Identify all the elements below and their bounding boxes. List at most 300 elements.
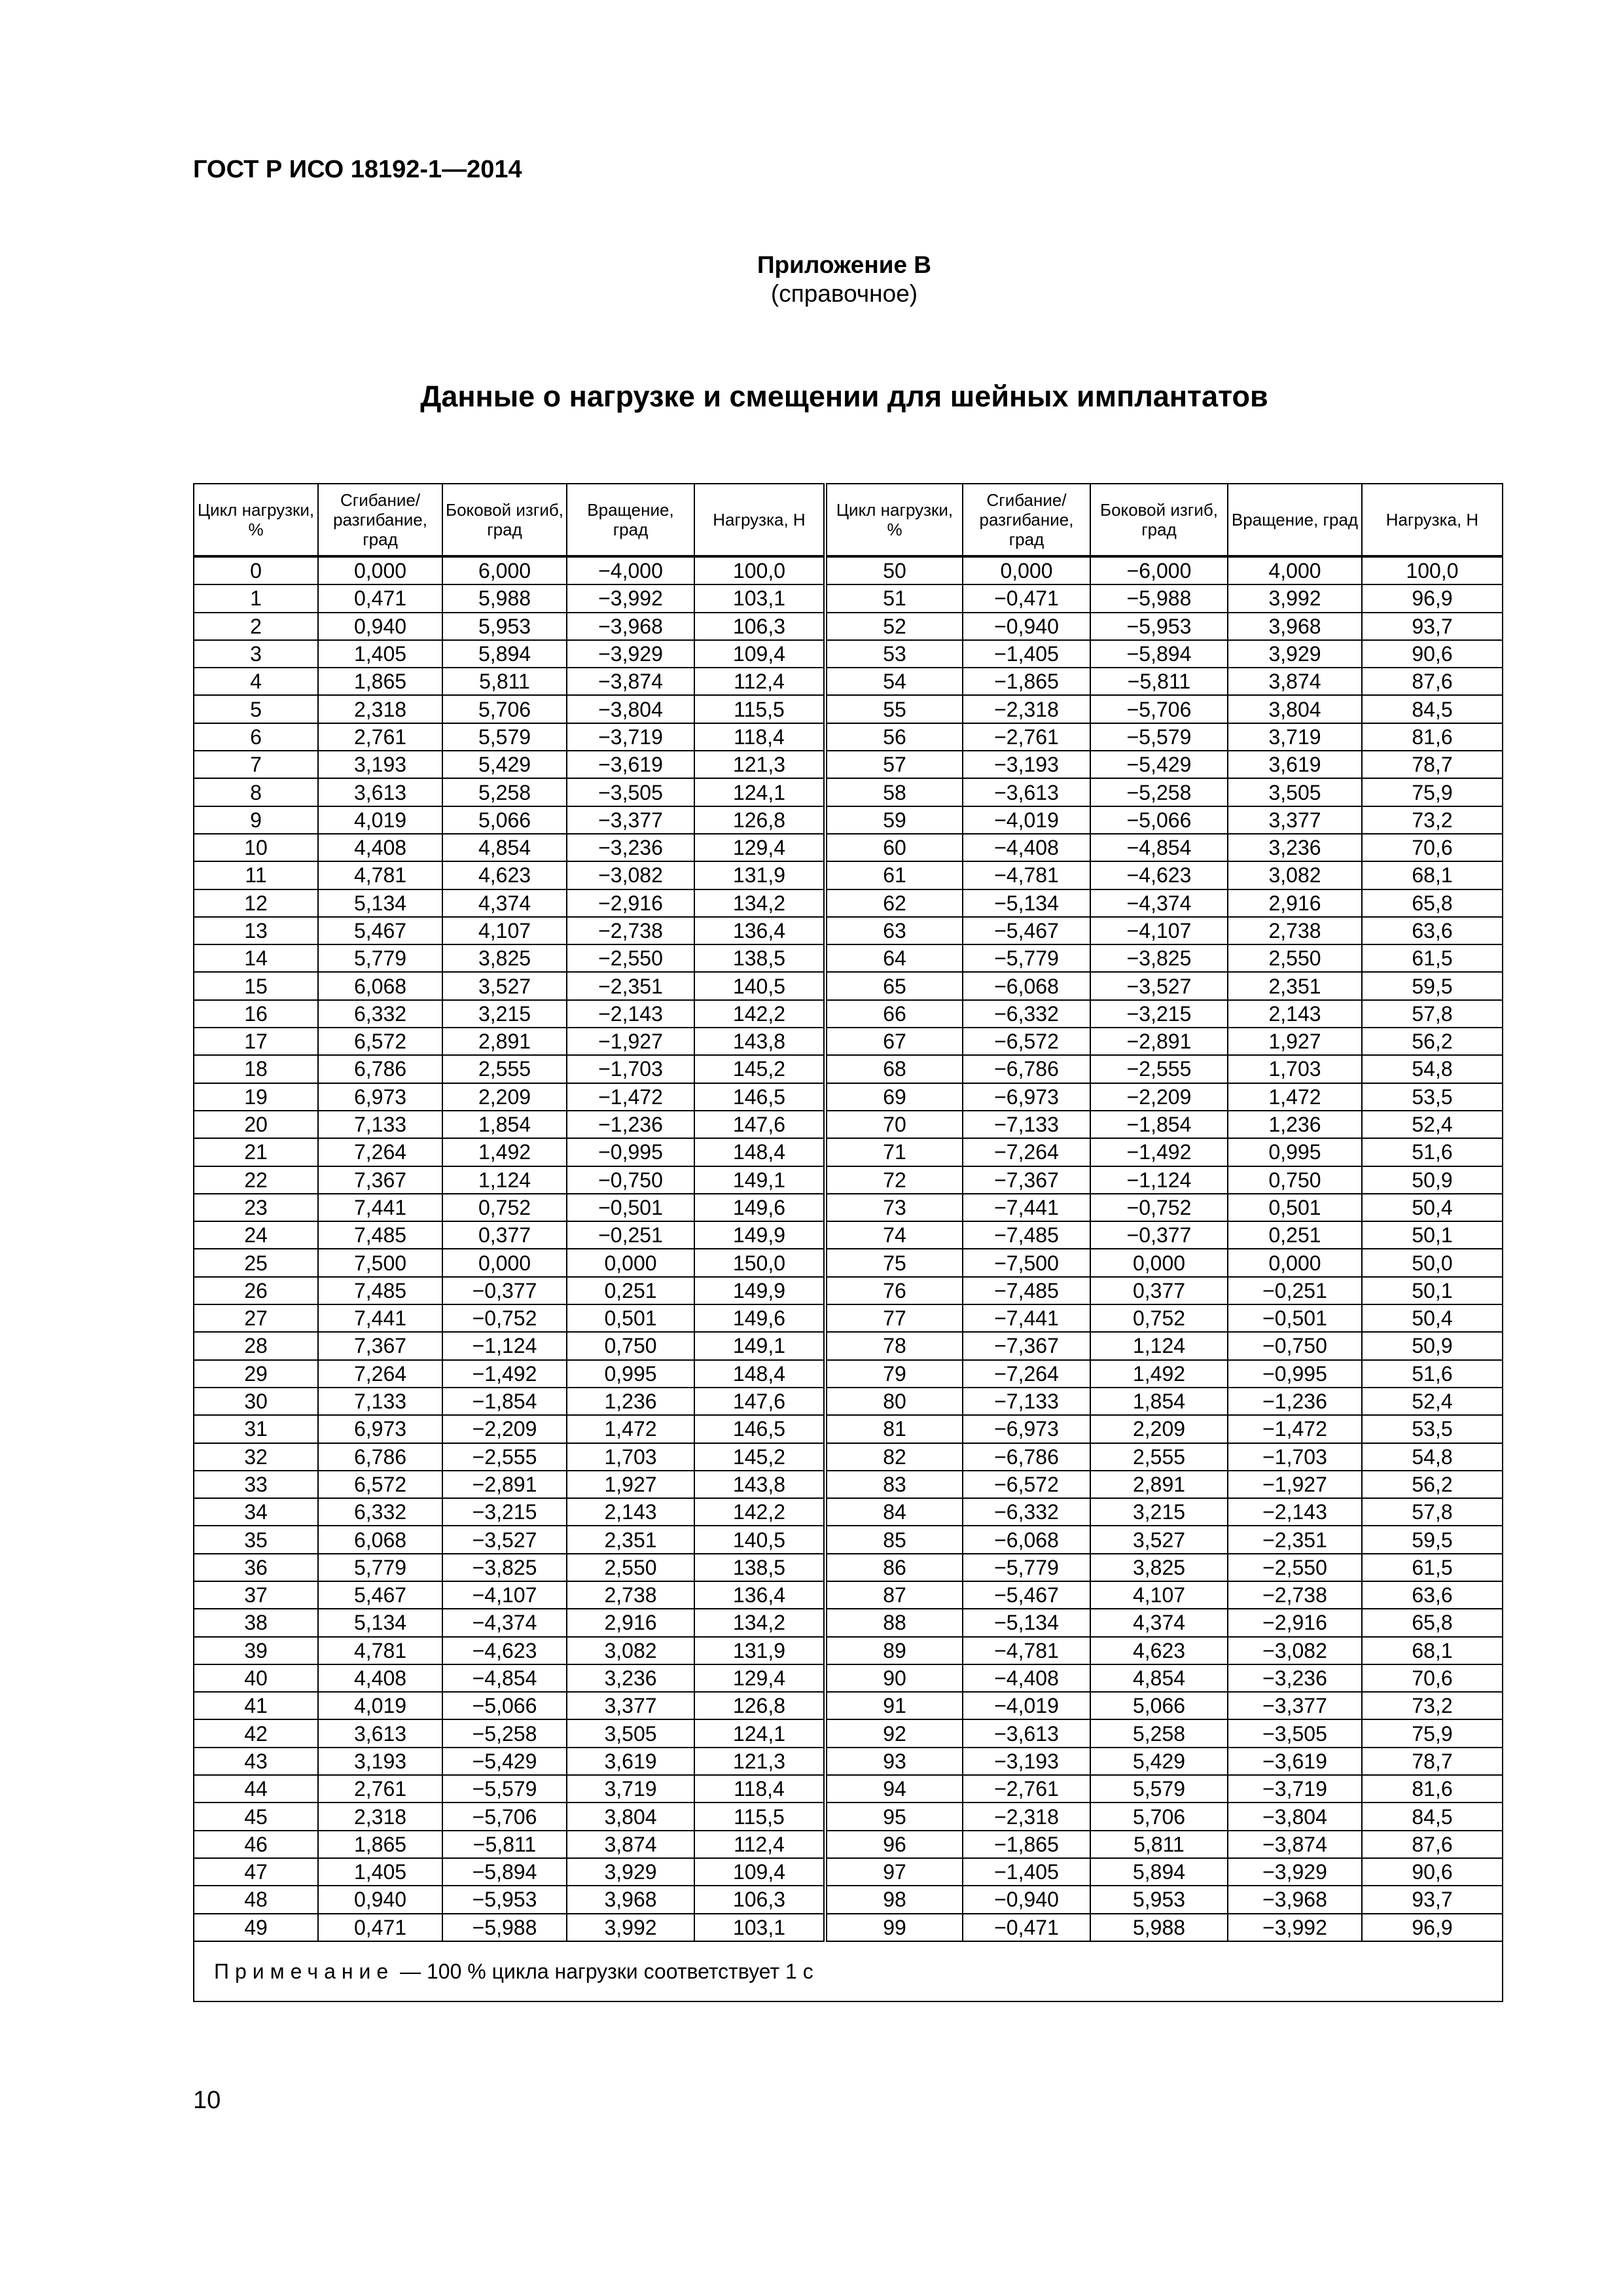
table-cell: 7,367 <box>318 1332 442 1359</box>
table-cell: −4,781 <box>963 861 1090 889</box>
table-cell: −5,429 <box>1090 751 1228 778</box>
table-cell: 145,2 <box>694 1055 825 1083</box>
table-cell: 2,916 <box>567 1609 694 1636</box>
table-cell: 138,5 <box>694 944 825 972</box>
table-cell: 61,5 <box>1362 1554 1503 1581</box>
table-cell: 121,3 <box>694 1748 825 1775</box>
table-cell: −2,351 <box>567 972 694 999</box>
table-cell: −2,351 <box>1228 1526 1362 1553</box>
table-cell: 2 <box>194 613 318 640</box>
table-cell: 22 <box>194 1166 318 1194</box>
table-cell: 136,4 <box>694 1581 825 1609</box>
table-cell: 121,3 <box>694 751 825 778</box>
table-cell: −7,485 <box>963 1277 1090 1304</box>
table-cell: 70 <box>825 1111 963 1138</box>
table-cell: −5,066 <box>1090 806 1228 834</box>
table-cell: −1,472 <box>567 1083 694 1111</box>
table-row <box>194 1831 1503 1858</box>
table-cell: 3,505 <box>567 1719 694 1747</box>
table-cell: 6,068 <box>318 972 442 999</box>
table-cell: −2,209 <box>1090 1083 1228 1111</box>
table-cell: −5,134 <box>963 1609 1090 1636</box>
table-cell: 129,4 <box>694 834 825 861</box>
table-cell: 94 <box>825 1775 963 1803</box>
table-cell: 106,3 <box>694 613 825 640</box>
table-cell: −5,953 <box>442 1886 567 1913</box>
table-cell: 6,786 <box>318 1443 442 1471</box>
table-cell: 17 <box>194 1028 318 1055</box>
table-cell: 5,779 <box>318 1554 442 1581</box>
table-cell: −4,854 <box>1090 834 1228 861</box>
table-cell: 3,236 <box>1228 834 1362 861</box>
table-cell: 51,6 <box>1362 1138 1503 1166</box>
table-cell: 2,143 <box>1228 1000 1362 1028</box>
table-cell: 112,4 <box>694 1831 825 1858</box>
table-cell: 41 <box>194 1692 318 1719</box>
table-cell: −6,973 <box>963 1083 1090 1111</box>
table-cell: −1,865 <box>963 1831 1090 1858</box>
table-cell: 0,000 <box>567 1249 694 1276</box>
table-row <box>194 889 1503 917</box>
table-cell: 54,8 <box>1362 1443 1503 1471</box>
table-row <box>194 778 1503 806</box>
table-cell: 46 <box>194 1831 318 1858</box>
table-cell: 73,2 <box>1362 1692 1503 1719</box>
table-cell: −5,811 <box>1090 668 1228 695</box>
table-cell: −0,940 <box>963 613 1090 640</box>
table-cell: 59,5 <box>1362 1526 1503 1553</box>
table-cell: 124,1 <box>694 778 825 806</box>
table-cell: −0,750 <box>1228 1332 1362 1359</box>
table-cell: −1,236 <box>1228 1388 1362 1415</box>
table-cell: −2,555 <box>1090 1055 1228 1083</box>
table-cell: −0,752 <box>442 1304 567 1332</box>
table-cell: 52,4 <box>1362 1388 1503 1415</box>
table-cell: 118,4 <box>694 723 825 751</box>
table-cell: 5,258 <box>1090 1719 1228 1747</box>
table-cell: 150,0 <box>694 1249 825 1276</box>
table-cell: −3,719 <box>1228 1775 1362 1803</box>
table-cell: 1,854 <box>1090 1388 1228 1415</box>
table-cell: −5,134 <box>963 889 1090 917</box>
table-cell: −3,527 <box>1090 972 1228 999</box>
table-cell: 0,501 <box>1228 1194 1362 1221</box>
table-cell: 96,9 <box>1362 584 1503 612</box>
table-cell: 7,441 <box>318 1304 442 1332</box>
table-cell: 90,6 <box>1362 640 1503 668</box>
table-cell: 5,811 <box>442 668 567 695</box>
table-row <box>194 806 1503 834</box>
table-cell: 0,377 <box>1090 1277 1228 1304</box>
table-cell: −6,572 <box>963 1471 1090 1498</box>
table-cell: 3,719 <box>567 1775 694 1803</box>
table-cell: 4,374 <box>442 889 567 917</box>
table-cell: 66 <box>825 1000 963 1028</box>
table-cell: 61 <box>825 861 963 889</box>
table-cell: −5,811 <box>442 1831 567 1858</box>
table-cell: 149,6 <box>694 1304 825 1332</box>
table-cell: 24 <box>194 1221 318 1249</box>
table-cell: 2,761 <box>318 1775 442 1803</box>
table-cell: 29 <box>194 1360 318 1388</box>
table-row <box>194 1388 1503 1415</box>
table-cell: 0,251 <box>567 1277 694 1304</box>
table-cell: 5,894 <box>442 640 567 668</box>
column-header: Вращение, град <box>1228 484 1362 556</box>
table-cell: −3,825 <box>1090 944 1228 972</box>
table-cell: 2,143 <box>567 1498 694 1526</box>
table-cell: 2,351 <box>1228 972 1362 999</box>
table-row <box>194 668 1503 695</box>
table-cell: 74 <box>825 1221 963 1249</box>
table-cell: −2,761 <box>963 723 1090 751</box>
table-cell: 3,236 <box>567 1664 694 1692</box>
table-cell: 71 <box>825 1138 963 1166</box>
table-cell: −2,891 <box>442 1471 567 1498</box>
table-cell: 14 <box>194 944 318 972</box>
table-cell: 115,5 <box>694 695 825 723</box>
table-cell: 90,6 <box>1362 1858 1503 1886</box>
table-cell: 72 <box>825 1166 963 1194</box>
table-cell: 138,5 <box>694 1554 825 1581</box>
table-cell: 5,706 <box>1090 1803 1228 1830</box>
table-cell: 51,6 <box>1362 1360 1503 1388</box>
table-cell: 37 <box>194 1581 318 1609</box>
table-cell: 13 <box>194 917 318 944</box>
table-cell: 20 <box>194 1111 318 1138</box>
table-cell: 82 <box>825 1443 963 1471</box>
table-cell: −4,107 <box>442 1581 567 1609</box>
table-cell: 142,2 <box>694 1000 825 1028</box>
table-cell: −1,927 <box>567 1028 694 1055</box>
table-cell: −4,623 <box>442 1637 567 1664</box>
column-header: Вращение, град <box>567 484 694 556</box>
table-cell: 6,786 <box>318 1055 442 1083</box>
table-cell: 5 <box>194 695 318 723</box>
table-cell: 7,133 <box>318 1388 442 1415</box>
table-cell: 131,9 <box>694 1637 825 1664</box>
table-cell: −2,143 <box>1228 1498 1362 1526</box>
note-label: Примечание <box>214 1959 395 1983</box>
table-cell: −4,107 <box>1090 917 1228 944</box>
table-cell: 75,9 <box>1362 1719 1503 1747</box>
table-cell: 5,467 <box>318 917 442 944</box>
table-cell: −0,995 <box>567 1138 694 1166</box>
table-cell: −0,377 <box>442 1277 567 1304</box>
table-cell: −5,066 <box>442 1692 567 1719</box>
table-row <box>194 1360 1503 1388</box>
table-cell: −5,988 <box>1090 584 1228 612</box>
table-cell: 2,891 <box>442 1028 567 1055</box>
table-cell: 126,8 <box>694 1692 825 1719</box>
table-cell: 3,992 <box>1228 584 1362 612</box>
table-cell: 50,4 <box>1362 1194 1503 1221</box>
table-cell: 0,940 <box>318 613 442 640</box>
table-cell: 19 <box>194 1083 318 1111</box>
table-cell: 97 <box>825 1858 963 1886</box>
table-cell: 91 <box>825 1692 963 1719</box>
table-cell: 3,527 <box>1090 1526 1228 1553</box>
table-cell: 16 <box>194 1000 318 1028</box>
table-cell: −6,068 <box>963 972 1090 999</box>
table-cell: 6,973 <box>318 1415 442 1443</box>
table-cell: 4,019 <box>318 806 442 834</box>
table-cell: 0,995 <box>567 1360 694 1388</box>
table-row <box>194 1138 1503 1166</box>
table-cell: 84 <box>825 1498 963 1526</box>
table-cell: −5,258 <box>442 1719 567 1747</box>
table-cell: 89 <box>825 1637 963 1664</box>
table-cell: −7,133 <box>963 1388 1090 1415</box>
table-cell: 7,485 <box>318 1221 442 1249</box>
table-cell: 3,613 <box>318 1719 442 1747</box>
table-cell: 81 <box>825 1415 963 1443</box>
table-cell: 32 <box>194 1443 318 1471</box>
table-cell: 5,429 <box>442 751 567 778</box>
table-row <box>194 1498 1503 1526</box>
column-header: Сгибание/ разгибание, град <box>318 484 442 556</box>
table-cell: −1,492 <box>1090 1138 1228 1166</box>
column-header: Сгибание/ разгибание, град <box>963 484 1090 556</box>
table-row <box>194 1719 1503 1747</box>
table-cell: 48 <box>194 1886 318 1913</box>
table-cell: −3,619 <box>1228 1748 1362 1775</box>
appendix-title: Приложение В <box>757 251 932 278</box>
table-cell: 2,209 <box>1090 1415 1228 1443</box>
table-cell: 2,738 <box>567 1581 694 1609</box>
table-cell: 0,251 <box>1228 1221 1362 1249</box>
table-cell: 1,405 <box>318 1858 442 1886</box>
table-cell: 33 <box>194 1471 318 1498</box>
table-cell: 4,781 <box>318 1637 442 1664</box>
table-cell: 78,7 <box>1362 751 1503 778</box>
table-cell: 4,374 <box>1090 1609 1228 1636</box>
table-cell: −2,555 <box>442 1443 567 1471</box>
table-cell: 4,408 <box>318 834 442 861</box>
table-cell: 53,5 <box>1362 1083 1503 1111</box>
table-cell: 3,804 <box>1228 695 1362 723</box>
table-cell: 115,5 <box>694 1803 825 1830</box>
table-cell: 3,082 <box>1228 861 1362 889</box>
table-cell: 57 <box>825 751 963 778</box>
table-cell: 12 <box>194 889 318 917</box>
table-cell: 4,408 <box>318 1664 442 1692</box>
table-cell: 51 <box>825 584 963 612</box>
table-cell: 3,082 <box>567 1637 694 1664</box>
table-cell: 50,0 <box>1362 1249 1503 1276</box>
table-cell: −0,750 <box>567 1166 694 1194</box>
table-cell: 1,703 <box>1228 1055 1362 1083</box>
table-cell: −3,613 <box>963 1719 1090 1747</box>
table-row <box>194 1664 1503 1692</box>
table-cell: −3,968 <box>567 613 694 640</box>
table-cell: −5,579 <box>442 1775 567 1803</box>
table-cell: 1,236 <box>1228 1111 1362 1138</box>
table-row <box>194 1249 1503 1276</box>
table-cell: 5,066 <box>442 806 567 834</box>
table-cell: 1,472 <box>1228 1083 1362 1111</box>
table-cell: 2,761 <box>318 723 442 751</box>
table-cell: 2,550 <box>1228 944 1362 972</box>
table-row <box>194 1000 1503 1028</box>
table-note-row <box>194 1941 1503 2001</box>
table-cell: −5,579 <box>1090 723 1228 751</box>
table-cell: 3,929 <box>567 1858 694 1886</box>
table-cell: −0,501 <box>1228 1304 1362 1332</box>
table-cell: −3,825 <box>442 1554 567 1581</box>
table-cell: 60 <box>825 834 963 861</box>
table-cell: 4,107 <box>442 917 567 944</box>
table-cell: 57,8 <box>1362 1498 1503 1526</box>
table-cell: −3,236 <box>1228 1664 1362 1692</box>
table-cell: 147,6 <box>694 1111 825 1138</box>
table-cell: 5,579 <box>442 723 567 751</box>
table-cell: −4,000 <box>567 556 694 584</box>
table-cell: 6,332 <box>318 1498 442 1526</box>
column-header: Боковой изгиб, град <box>442 484 567 556</box>
table-cell: −6,786 <box>963 1443 1090 1471</box>
table-cell: 3,377 <box>567 1692 694 1719</box>
table-cell: 64 <box>825 944 963 972</box>
table-cell: 96,9 <box>1362 1914 1503 1941</box>
table-cell: 143,8 <box>694 1471 825 1498</box>
table-cell: 52,4 <box>1362 1111 1503 1138</box>
appendix-subtitle: (справочное) <box>770 280 918 307</box>
table-row <box>194 1277 1503 1304</box>
table-cell: 5,467 <box>318 1581 442 1609</box>
table-cell: 63,6 <box>1362 917 1503 944</box>
table-cell: 5,429 <box>1090 1748 1228 1775</box>
table-cell: 59 <box>825 806 963 834</box>
table-cell: 0,000 <box>1090 1249 1228 1276</box>
column-header: Нагрузка, Н <box>694 484 825 556</box>
table-cell: 0,750 <box>1228 1166 1362 1194</box>
table-cell: 0,000 <box>442 1249 567 1276</box>
table-row <box>194 917 1503 944</box>
table-cell: 92 <box>825 1719 963 1747</box>
table-cell: −3,505 <box>1228 1719 1362 1747</box>
table-cell: −5,429 <box>442 1748 567 1775</box>
table-cell: 23 <box>194 1194 318 1221</box>
table-cell: −3,527 <box>442 1526 567 1553</box>
table-cell: −2,916 <box>567 889 694 917</box>
table-cell: −2,916 <box>1228 1609 1362 1636</box>
table-cell: 148,4 <box>694 1360 825 1388</box>
table-cell: 3,215 <box>1090 1498 1228 1526</box>
table-cell: 3 <box>194 640 318 668</box>
table-cell: 4,000 <box>1228 556 1362 584</box>
table-cell: −1,124 <box>442 1332 567 1359</box>
table-cell: −6,572 <box>963 1028 1090 1055</box>
table-cell: −4,019 <box>963 806 1090 834</box>
appendix-heading <box>0 251 1623 308</box>
table-cell: 4,623 <box>442 861 567 889</box>
table-cell: 6,973 <box>318 1083 442 1111</box>
table-cell: 87 <box>825 1581 963 1609</box>
table-cell: −3,082 <box>567 861 694 889</box>
table-cell: −0,251 <box>1228 1277 1362 1304</box>
table-cell: 0,471 <box>318 1914 442 1941</box>
table-cell: 2,318 <box>318 1803 442 1830</box>
table-cell: −4,781 <box>963 1637 1090 1664</box>
table-cell: 3,719 <box>1228 723 1362 751</box>
table-cell: −5,779 <box>963 944 1090 972</box>
table-cell: 26 <box>194 1277 318 1304</box>
table-cell: −2,318 <box>963 1803 1090 1830</box>
table-cell: 146,5 <box>694 1083 825 1111</box>
table-cell: −1,405 <box>963 1858 1090 1886</box>
table-cell: 86 <box>825 1554 963 1581</box>
table-cell: −0,995 <box>1228 1360 1362 1388</box>
table-cell: 43 <box>194 1748 318 1775</box>
table-cell: 5,134 <box>318 1609 442 1636</box>
table-cell: 0 <box>194 556 318 584</box>
table-cell: 45 <box>194 1803 318 1830</box>
table-cell: −3,619 <box>567 751 694 778</box>
table-cell: 106,3 <box>694 1886 825 1913</box>
table-cell: −3,874 <box>1228 1831 1362 1858</box>
table-cell: 84,5 <box>1362 695 1503 723</box>
table-cell: 6 <box>194 723 318 751</box>
table-cell: −6,068 <box>963 1526 1090 1553</box>
table-row <box>194 1526 1503 1553</box>
table-cell: 25 <box>194 1249 318 1276</box>
table-cell: 80 <box>825 1388 963 1415</box>
table-cell: 87,6 <box>1362 1831 1503 1858</box>
table-cell: −6,973 <box>963 1415 1090 1443</box>
table-cell: 2,891 <box>1090 1471 1228 1498</box>
table-cell: 129,4 <box>694 1664 825 1692</box>
table-cell: 103,1 <box>694 584 825 612</box>
table-cell: 0,750 <box>567 1332 694 1359</box>
table-cell: 7,500 <box>318 1249 442 1276</box>
table-cell: 3,377 <box>1228 806 1362 834</box>
table-cell: 4 <box>194 668 318 695</box>
table-cell: 6,332 <box>318 1000 442 1028</box>
table-cell: 4,623 <box>1090 1637 1228 1664</box>
table-cell: −3,613 <box>963 778 1090 806</box>
table-cell: −0,471 <box>963 1914 1090 1941</box>
table-cell: −7,264 <box>963 1360 1090 1388</box>
table-cell: 143,8 <box>694 1028 825 1055</box>
table-cell: 1,405 <box>318 640 442 668</box>
table-cell: 39 <box>194 1637 318 1664</box>
table-cell: 7,367 <box>318 1166 442 1194</box>
table-cell: −2,891 <box>1090 1028 1228 1055</box>
table-cell: −7,264 <box>963 1138 1090 1166</box>
table-cell: −4,623 <box>1090 861 1228 889</box>
table-cell: −1,854 <box>1090 1111 1228 1138</box>
table-cell: 15 <box>194 972 318 999</box>
table-cell: 6,000 <box>442 556 567 584</box>
table-row <box>194 1637 1503 1664</box>
table-cell: 50 <box>825 556 963 584</box>
table-cell: 2,555 <box>442 1055 567 1083</box>
table-cell: −3,929 <box>567 640 694 668</box>
table-cell: 5,134 <box>318 889 442 917</box>
table-cell: 2,555 <box>1090 1443 1228 1471</box>
table-cell: 35 <box>194 1526 318 1553</box>
table-row <box>194 751 1503 778</box>
table-cell: −6,000 <box>1090 556 1228 584</box>
table-cell: 7,485 <box>318 1277 442 1304</box>
table-cell: −2,738 <box>567 917 694 944</box>
table-cell: 149,9 <box>694 1277 825 1304</box>
table-cell: 0,377 <box>442 1221 567 1249</box>
table-cell: −4,374 <box>442 1609 567 1636</box>
table-cell: −0,752 <box>1090 1194 1228 1221</box>
table-row <box>194 584 1503 612</box>
